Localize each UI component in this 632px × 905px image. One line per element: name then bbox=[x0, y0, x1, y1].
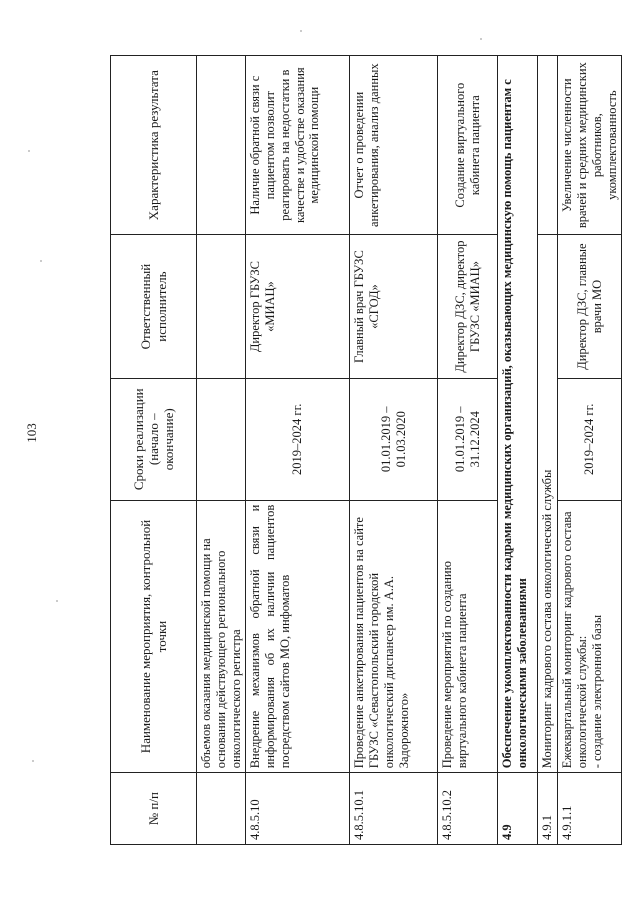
header-name: Наименование мероприятия, контрольной точки bbox=[111, 500, 197, 773]
rotated-table-container bbox=[110, 55, 619, 845]
row-num: 4.9.1.1 bbox=[558, 773, 622, 845]
row-num bbox=[197, 773, 246, 845]
row-period bbox=[197, 378, 246, 500]
row-num: 4.8.5.10.2 bbox=[438, 773, 498, 845]
scan-speck bbox=[300, 30, 302, 32]
scan-speck bbox=[28, 150, 30, 152]
row-result: Создание виртуального кабинета пациента bbox=[438, 56, 498, 235]
row-period: 2019–2024 гг. bbox=[558, 378, 622, 500]
row-name: Обеспечение укомплектованности кадрами медицинских организаций, оказывающих медицинскую помощь пациентам с онкологическими заболеваниями bbox=[498, 56, 538, 773]
scan-speck bbox=[480, 38, 482, 40]
row-name: Мониторинг кадрового состава онкологической службы bbox=[538, 235, 558, 773]
row-result bbox=[197, 56, 246, 235]
row-period: 01.01.2019 – 31.12.2024 bbox=[438, 378, 498, 500]
row-num: 4.8.5.10.1 bbox=[350, 773, 438, 845]
row-result: Наличие обратной связи с пациентом позволит реагировать на недостатки в качестве и удобстве оказания медицинской помощи bbox=[246, 56, 350, 235]
page-number: 103 bbox=[23, 423, 39, 443]
row-num: 4.8.5.10 bbox=[246, 773, 350, 845]
table-row bbox=[558, 56, 622, 845]
row-name: объемов оказания медицинской помощи на основании действующего регионального онкологического регистра bbox=[197, 500, 246, 773]
measures-table bbox=[110, 55, 622, 845]
row-responsible: Главный врач ГБУЗС «СГОД» bbox=[350, 235, 438, 378]
row-period: 2019–2024 гг. bbox=[246, 378, 350, 500]
row-period: 01.01.2019 – 01.03.2020 bbox=[350, 378, 438, 500]
table-row-section bbox=[498, 56, 538, 845]
table-row bbox=[538, 56, 558, 845]
row-name: Ежеквартальный мониторинг кадрового состава онкологической службы: - создание электронной базы bbox=[558, 500, 622, 773]
row-result: Увеличение численности врачей и средних медицинских работников, укомплектованность bbox=[558, 56, 622, 235]
table-row bbox=[197, 56, 246, 845]
row-name: Внедрение механизмов обратной связи и информирования об их наличии пациентов посредством сайтов МО, инфоматов bbox=[246, 500, 350, 773]
row-result-empty bbox=[538, 56, 558, 235]
scan-speck bbox=[32, 760, 34, 762]
row-num: 4.9.1 bbox=[538, 773, 558, 845]
header-result: Характеристика результата bbox=[111, 56, 197, 235]
scan-speck bbox=[56, 600, 58, 602]
row-name: Проведение анкетирования пациентов на сайте ГБУЗС «Севастопольский городской онкологический диспансер им. А.А. Задорожного» bbox=[350, 500, 438, 773]
header-period: Сроки реализации (начало – окончание) bbox=[111, 378, 197, 500]
table-row bbox=[246, 56, 350, 845]
header-num: № п/п bbox=[111, 773, 197, 845]
row-responsible bbox=[197, 235, 246, 378]
row-responsible: Директор ДЗС, директор ГБУЗС «МИАЦ» bbox=[438, 235, 498, 378]
header-responsible: Ответственный исполнитель bbox=[111, 235, 197, 378]
row-responsible: Директор ДЗС, главные врачи МО bbox=[558, 235, 622, 378]
table-header-row bbox=[111, 56, 197, 845]
scan-speck bbox=[40, 260, 42, 262]
row-responsible: Директор ГБУЗС «МИАЦ» bbox=[246, 235, 350, 378]
table-row bbox=[350, 56, 438, 845]
row-num: 4.9 bbox=[498, 773, 538, 845]
row-result: Отчет о проведении анкетирования, анализ данных bbox=[350, 56, 438, 235]
row-name: Проведение мероприятий по созданию виртуального кабинета пациента bbox=[438, 500, 498, 773]
table-row bbox=[438, 56, 498, 845]
